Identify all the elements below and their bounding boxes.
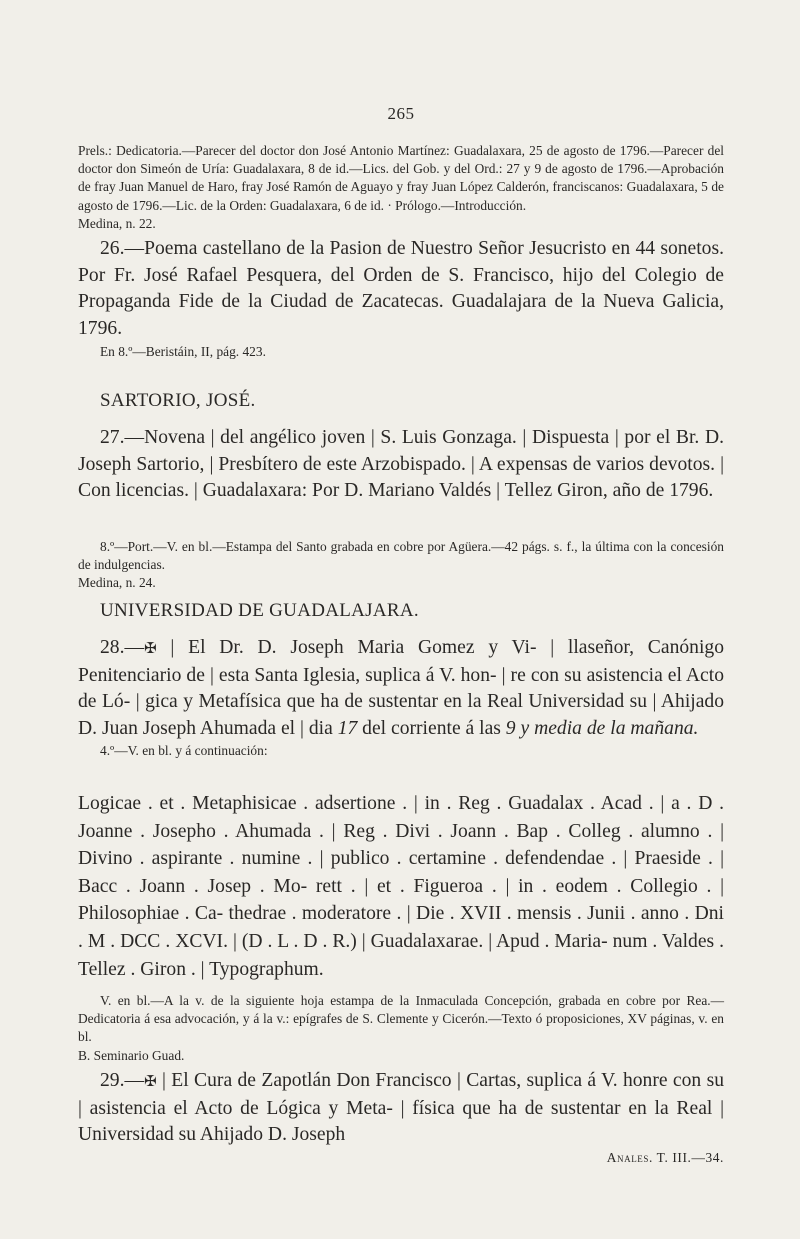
entry-27-reference: Medina, n. 24.: [78, 575, 156, 591]
entry-28-note: 4.º—V. en bl. y á continuación:: [100, 743, 268, 758]
prels-text: Prels.: Dedicatoria.—Parecer del doctor don José Antonio Martínez: Guadalaxara, 25 de agosto de 1796.—Parecer del doctor don Simeón de Uría: Guadalaxara, 8 de id.—Lics. del Gob. y del Ord.: 27 y 9 de agosto de 1796.—Aprobación de fray Juan Manuel de Haro, fray José Ramón de Aguayo y fray Juan López Calderón, franciscanos: Guadalaxara, 5 de agosto de 1796.—Lic. de la Orden: Guadalaxara, 6 de id. · Prólogo.—Introducción.: [78, 143, 724, 213]
entry-26: [78, 236, 724, 342]
latin-text: Logicae . et . Metaphisicae . adsertione . | in . Reg . Guadalax . Acad . | a . D . Joanne . Josepho . Ahumada . | Reg . Divi . Joann . Bap . Colleg . alumno . | Divino . aspirante . numine . | publico . certamine . defendendae . | Praeside . | Bacc . Joann . Josep . Mo- rett . | et . Figueroa . | in . eodem . Collegio . | Philosophiae . Ca- thedrae . moderatore . | Die . XVII . mensis . Junii . anno . Dni . M . DCC . XCVI. | (D . L . D . R.) | Guadalaxarae. | Apud . Maria- num . Valdes . Tellez . Giron . | Typographum.: [78, 793, 724, 980]
entry-27: [78, 425, 724, 505]
entry-26-note: En 8.º—Beristáin, II, pág. 423.: [100, 344, 266, 359]
entry-28-text-a: | El Dr. D. Joseph Maria Gomez y Vi- | llaseñor, Canónigo Penitenciario de | esta Santa Iglesia, suplica á V. hon- | re con su asistencia el Acto de Ló- | gica y Metafísica que ha de sustentar en la Real Universidad su | Ahijado D. Juan Joseph Ahumada el | dia: [78, 637, 724, 739]
cross-icon: ✠: [144, 641, 157, 657]
latin-note-text: V. en bl.—A la v. de la siguiente hoja estampa de la Inmaculada Concepción, grabada en cobre por Rea.—Dedicatoria á esa advocación, y á la v.: epígrafes de S. Clemente y Cicerón.—Texto ó proposiciones, XV páginas, v. en bl.: [78, 993, 724, 1045]
latin-note: [78, 992, 724, 1065]
entry-28-hour: 9 y media de la mañana.: [505, 717, 699, 739]
entry-28-day: 17: [337, 717, 358, 739]
entry-28-text-b: del corriente á las: [357, 717, 506, 739]
entry-27-note: [78, 538, 724, 593]
entry-27-text: 27.—Novena | del angélico joven | S. Luis Gonzaga. | Dispuesta | por el Br. D. Joseph Sartorio, | Presbítero de este Arzobispado. | A expensas de varios devotos. | Con licencias. | Guadalaxara: Por D. Mariano Valdés | Tellez Giron, año de 1796.: [78, 427, 724, 502]
entry-27-note-text: 8.º—Port.—V. en bl.—Estampa del Santo grabada en cobre por Agüera.—42 págs. s. f., la última con la concesión de indulgencias.: [78, 539, 724, 573]
entry-26-text: 26.—Poema castellano de la Pasion de Nuestro Señor Jesucristo en 44 sonetos. Por Fr. José Rafael Pesquera, del Orden de S. Francisco, hijo del Colegio de Propaganda Fide de la Ciudad de Zacatecas. Guadalajara de la Nueva Galicia, 1796.: [78, 238, 724, 339]
author-heading-universidad: UNIVERSIDAD DE GUADALAJARA.: [100, 600, 419, 621]
entry-29: [78, 1068, 724, 1149]
entry-29-number: 29.—: [100, 1070, 145, 1091]
prels-reference: Medina, n. 22.: [78, 215, 156, 231]
entry-29-text: | El Cura de Zapotlán Don Francisco | Cartas, suplica á V. honre con su | asistencia el Acto de Lógica y Meta- | física que ha de sustentar en la Real | Universidad su Ahijado D. Joseph: [78, 1070, 724, 1146]
entry-28-number: 28.—: [100, 637, 145, 658]
footer-signature: Anales. T. III.—34.: [606, 1150, 724, 1165]
prels-paragraph: [78, 142, 724, 233]
author-heading-sartorio: SARTORIO, JOSÉ.: [100, 390, 256, 411]
entry-28: [78, 635, 724, 742]
latin-reference: B. Seminario Guad.: [78, 1047, 185, 1063]
page-number: 265: [387, 104, 415, 123]
cross-icon: ✠: [144, 1074, 157, 1090]
